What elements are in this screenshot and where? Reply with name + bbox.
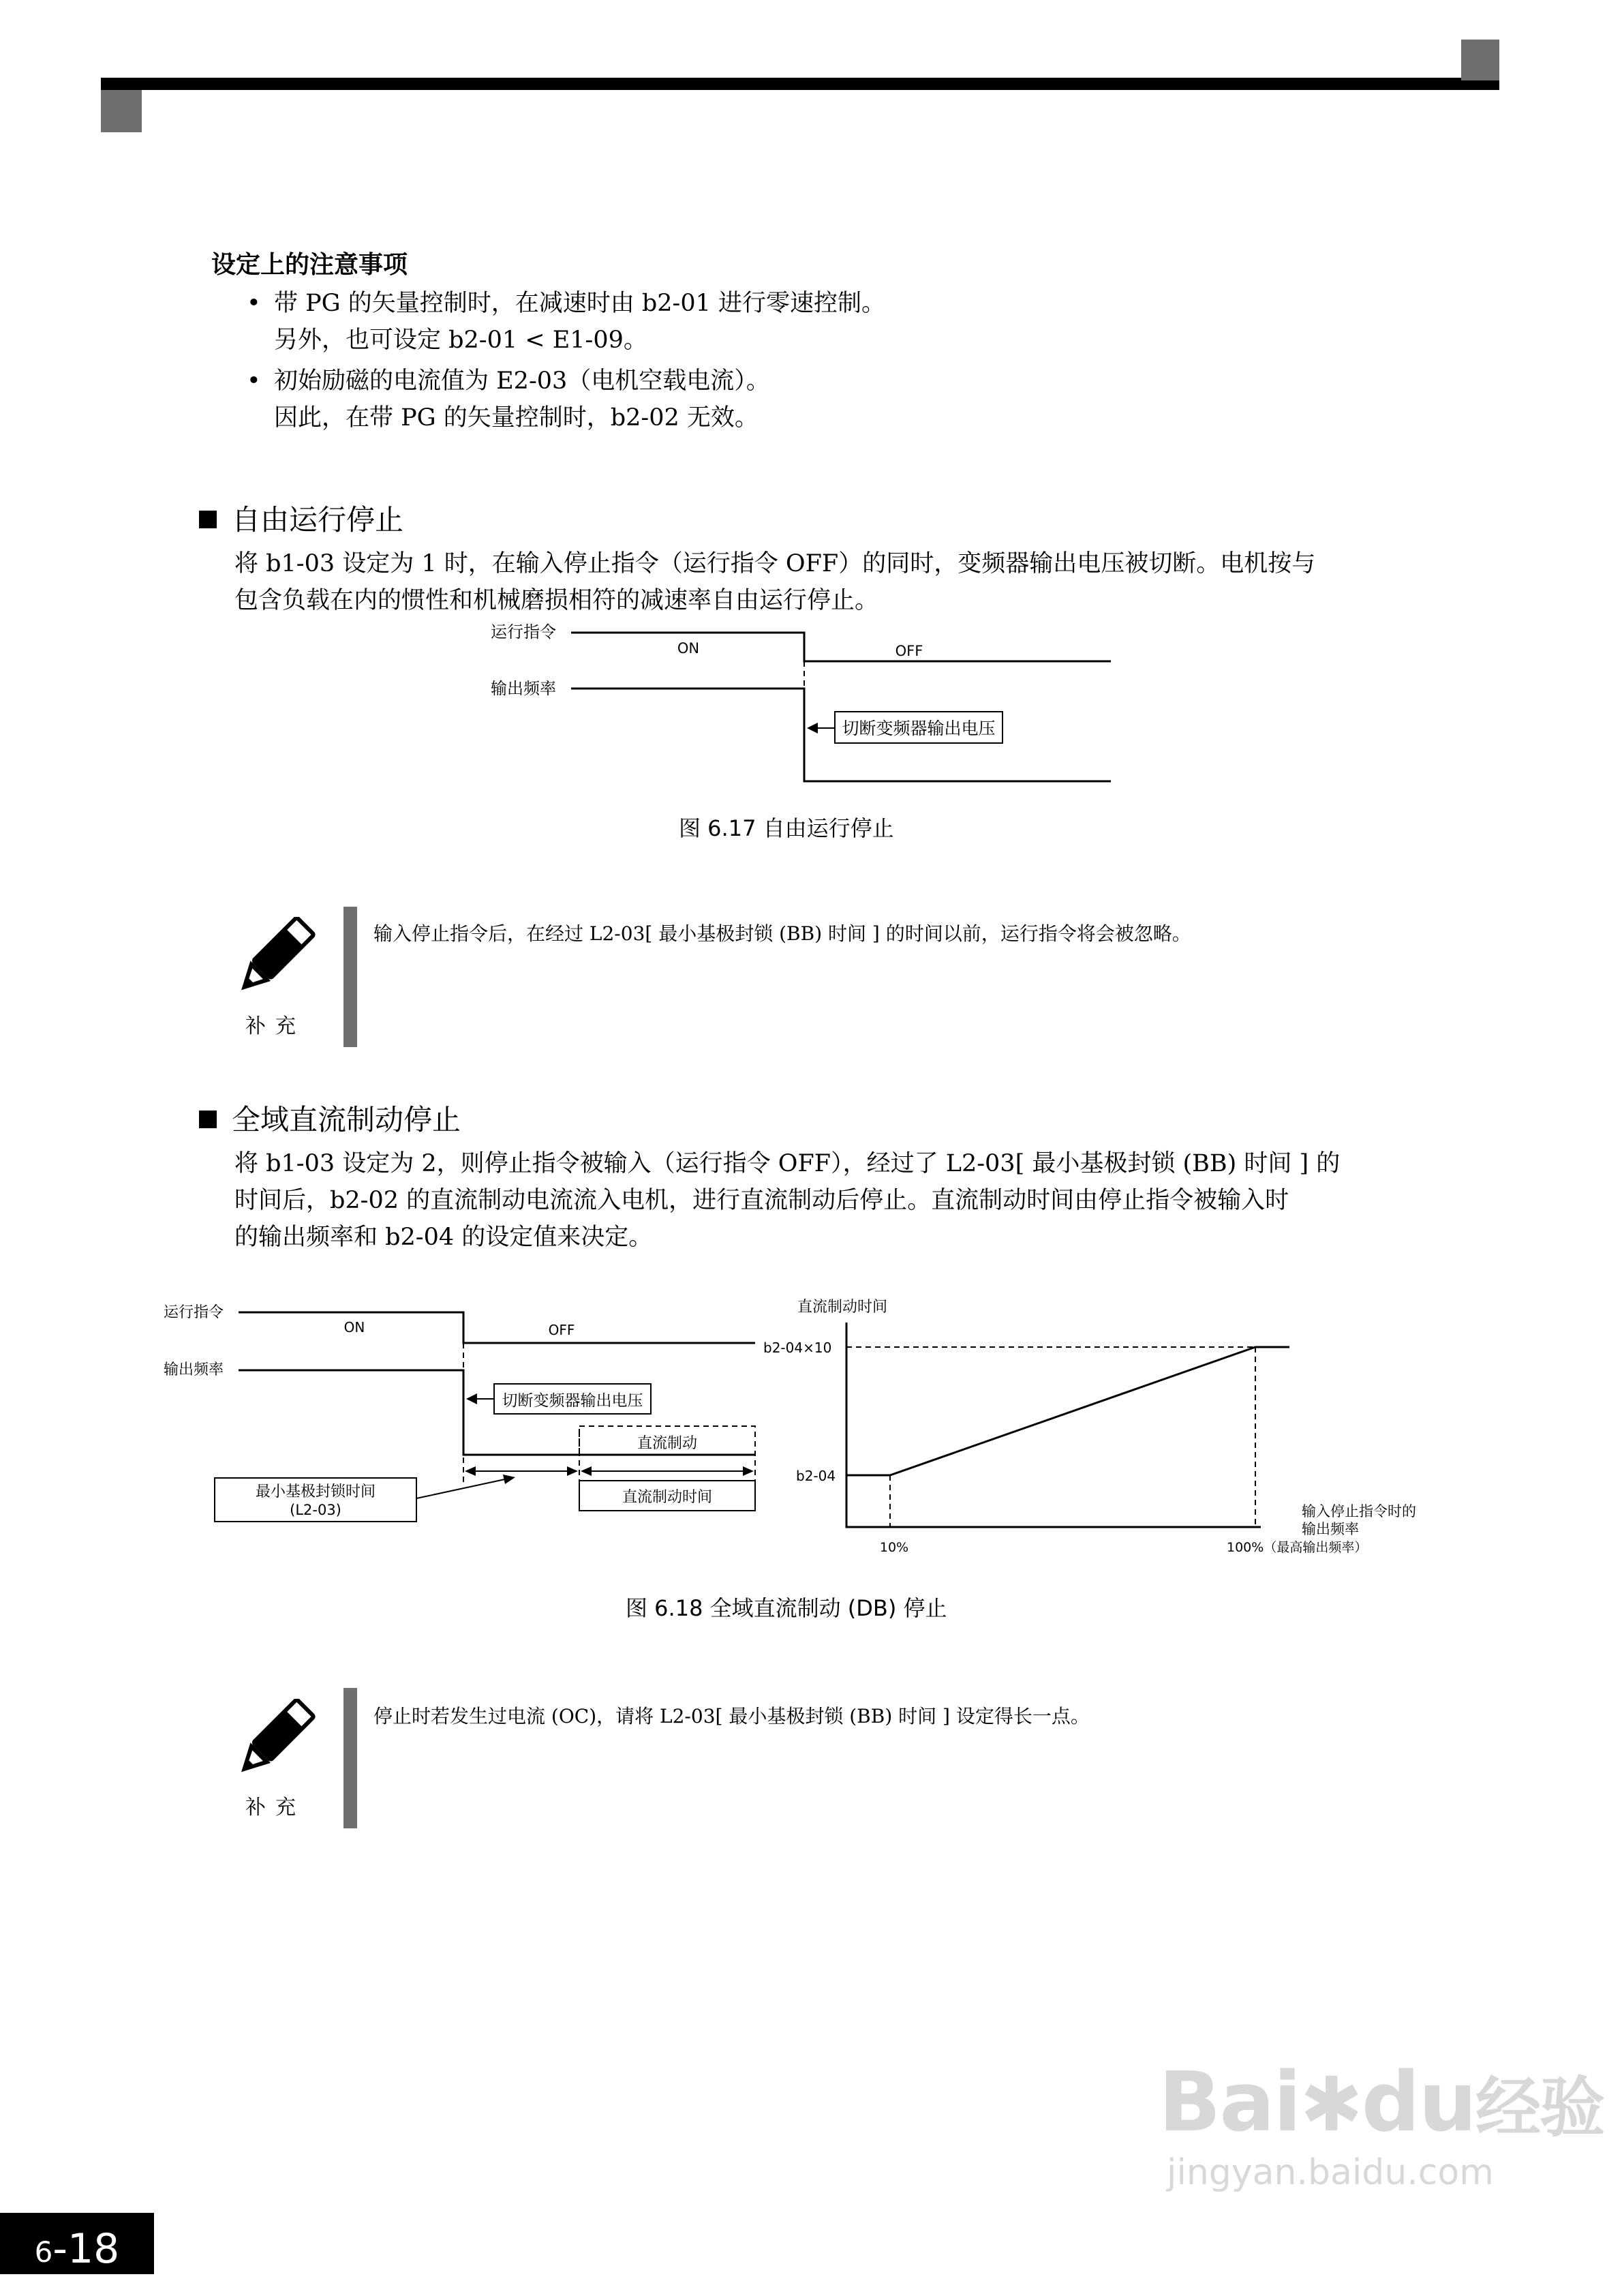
bb-time-label: 最小基极封锁时间: [255, 1483, 376, 1500]
graph-axes: [846, 1323, 1261, 1527]
notes-title: 设定上的注意事项: [211, 251, 408, 279]
off-label-2: OFF: [548, 1322, 575, 1338]
notes-item-2: • 初始励磁的电流值为 E2-03（电机空载电流）。 因此，在带 PG 的矢量控制时，b2-02 无效。: [247, 363, 770, 436]
section2-title-text: 全域直流制动停止: [232, 1103, 461, 1136]
bb-time-param: (L2-03): [290, 1502, 341, 1518]
graph-xlabel-1: 输入停止指令时的: [1302, 1503, 1416, 1520]
graph-xtick-high: 100%（最高输出频率）: [1227, 1540, 1368, 1555]
graph-line: [846, 1347, 1289, 1475]
note1-text: 输入停止指令后，在经过 L2-03[ 最小基极封锁 (BB) 时间 ] 的时间以前，运行指令将会被忽略。: [373, 922, 1191, 945]
notes-item-2-line1: 初始励磁的电流值为 E2-03（电机空载电流）。: [274, 367, 770, 395]
note1-label: 补充: [245, 1014, 305, 1038]
watermark: [1159, 2055, 1604, 2193]
figure-6-18-caption: 图 6.18 全域直流制动 (DB) 停止: [626, 1595, 947, 1621]
on-label: ON: [677, 640, 700, 656]
on-label-2: ON: [343, 1319, 365, 1335]
graph-xlabel-2: 输出频率: [1302, 1521, 1359, 1537]
page-num: -18: [52, 2225, 120, 2273]
run-command-label: 运行指令: [491, 622, 556, 641]
graph-y-low: b2-04: [796, 1468, 836, 1484]
notes-item-1-line1: 带 PG 的矢量控制时，在减速时由 b2-01 进行零速控制。: [274, 290, 886, 317]
section2-para-line: 将 b1-03 设定为 2，则停止指令被输入（运行指令 OFF），经过了 L2-03[ 最小基极封锁 (BB) 时间 ] 的: [234, 1150, 1341, 1177]
page-chapter: 6: [34, 2235, 53, 2269]
figure-6-17-caption: 图 6.17 自由运行停止: [679, 815, 894, 841]
note2-text: 停止时若发生过电流 (OC)，请将 L2-03[ 最小基极封锁 (BB) 时间 ] 设定得长一点。: [373, 1705, 1090, 1727]
page-number: [0, 2213, 154, 2274]
paw-icon: ✱: [1300, 2061, 1362, 2148]
watermark-brand3: 经验: [1475, 2070, 1604, 2146]
run-signal-line-2: [239, 1312, 755, 1343]
notes-item-1: • 带 PG 的矢量控制时，在减速时由 b2-01 进行零速控制。 另外，也可设定 b2-01 < E1-09。: [247, 285, 885, 359]
section1-para-line: 将 b1-03 设定为 1 时，在输入停止指令（运行指令 OFF）的同时，变频器输出电压被切断。电机按与: [234, 550, 1316, 577]
section1-para-line: 包含负载在内的惯性和机械磨损相符的减速率自由运行停止。: [234, 587, 879, 614]
run-command-label-2: 运行指令: [164, 1304, 224, 1321]
note2-label: 补充: [245, 1796, 305, 1819]
cut-label-2: 切断变频器输出电压: [502, 1392, 643, 1410]
output-freq-label: 输出频率: [491, 679, 556, 698]
notes-item-2-line2: 因此，在带 PG 的矢量控制时，b2-02 无效。: [274, 404, 759, 432]
graph-y-high: b2-04×10: [763, 1340, 832, 1356]
watermark-url: jingyan.baidu.com: [1167, 2152, 1494, 2193]
cut-arrow-head-2: [466, 1393, 477, 1404]
section2-para-line: 的输出频率和 b2-04 的设定值来决定。: [234, 1224, 653, 1251]
graph-xtick-low: 10%: [879, 1540, 909, 1555]
graph-ytitle: 直流制动时间: [797, 1299, 888, 1316]
notes-item-1-line2: 另外，也可设定 b2-01 < E1-09。: [274, 327, 647, 354]
note2-bar: [343, 1688, 357, 1828]
cut-label: 切断变频器输出电压: [842, 719, 996, 738]
watermark-brand: Bai: [1159, 2055, 1300, 2150]
output-freq-label-2: 输出频率: [164, 1361, 224, 1378]
dc-time-label: 直流制动时间: [622, 1489, 713, 1506]
section1-title-text: 自由运行停止: [232, 503, 404, 537]
dc-brake-label: 直流制动: [637, 1435, 698, 1452]
watermark-brand2: du: [1361, 2055, 1476, 2150]
off-label: OFF: [895, 643, 923, 659]
pencil-icon: [232, 1699, 320, 1787]
section2-para-line: 时间后，b2-02 的直流制动电流流入电机，进行直流制动后停止。直流制动时间由停止指令被输入时: [234, 1187, 1289, 1214]
